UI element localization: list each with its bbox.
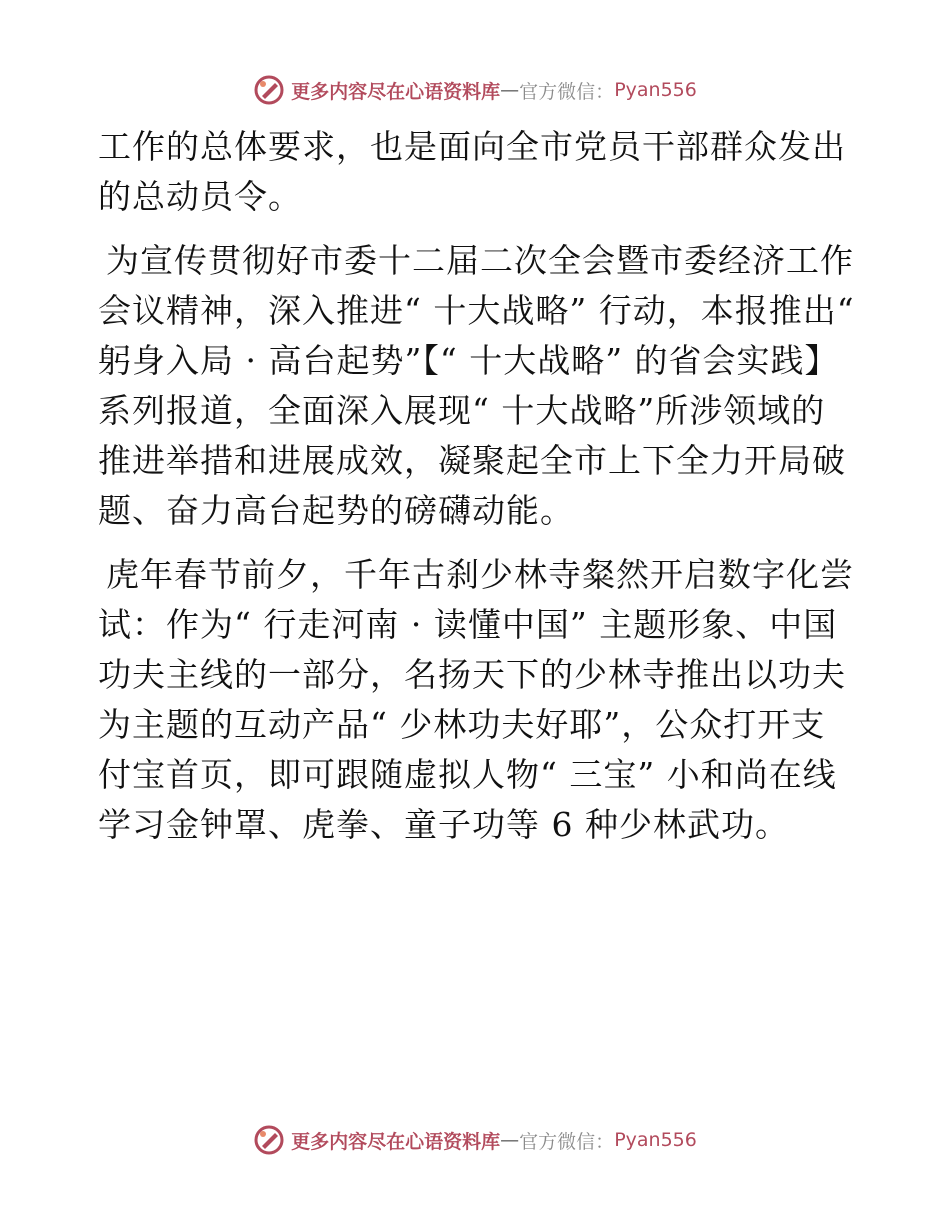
logo-icon [253, 1124, 285, 1156]
document-body [98, 122, 858, 864]
paragraph-1: 工作的总体要求，也是面向全市党员干部群众发出的总动员令。 [98, 127, 846, 216]
paragraph-3: 虎年春节前夕，千年古刹少林寺粲然开启数字化尝试：作为“ 行走河南 · 读懂中国” 主题形象、中国功夫主线的一部分，名扬天下的少林寺推出以功夫为主题的互动产品“ 少林功夫好耶”，公众打开支付宝首页，即可跟随虚拟人物“ 三宝” 小和尚在线学习金钟罩、虎拳、童子功等 6 种少林武功。 [98, 555, 854, 844]
watermark-separator: — [500, 1129, 520, 1151]
header-watermark [0, 70, 950, 110]
footer-watermark [0, 1120, 950, 1160]
watermark-text: 更多内容尽在心语资料库 [291, 1130, 501, 1153]
watermark-id: Pyan556 [614, 79, 697, 101]
paragraph-2: 为宣传贯彻好市委十二届二次全会暨市委经济工作会议精神，深入推进“ 十大战略” 行动，本报推出“ 躬身入局 · 高台起势”【“ 十大战略” 的省会实践】系列报道，全面深入展现“ 十大战略”所涉领域的推进举措和进展成效，凝聚起全市上下全力开局破题、奋力高台起势的磅礴动能。 [98, 241, 855, 530]
watermark-label: 官方微信： [519, 80, 615, 103]
logo-icon [253, 74, 285, 106]
watermark-id: Pyan556 [614, 1129, 697, 1151]
watermark-text: 更多内容尽在心语资料库 [291, 80, 501, 103]
watermark-label: 官方微信： [519, 1130, 615, 1153]
watermark-separator: — [500, 79, 520, 101]
